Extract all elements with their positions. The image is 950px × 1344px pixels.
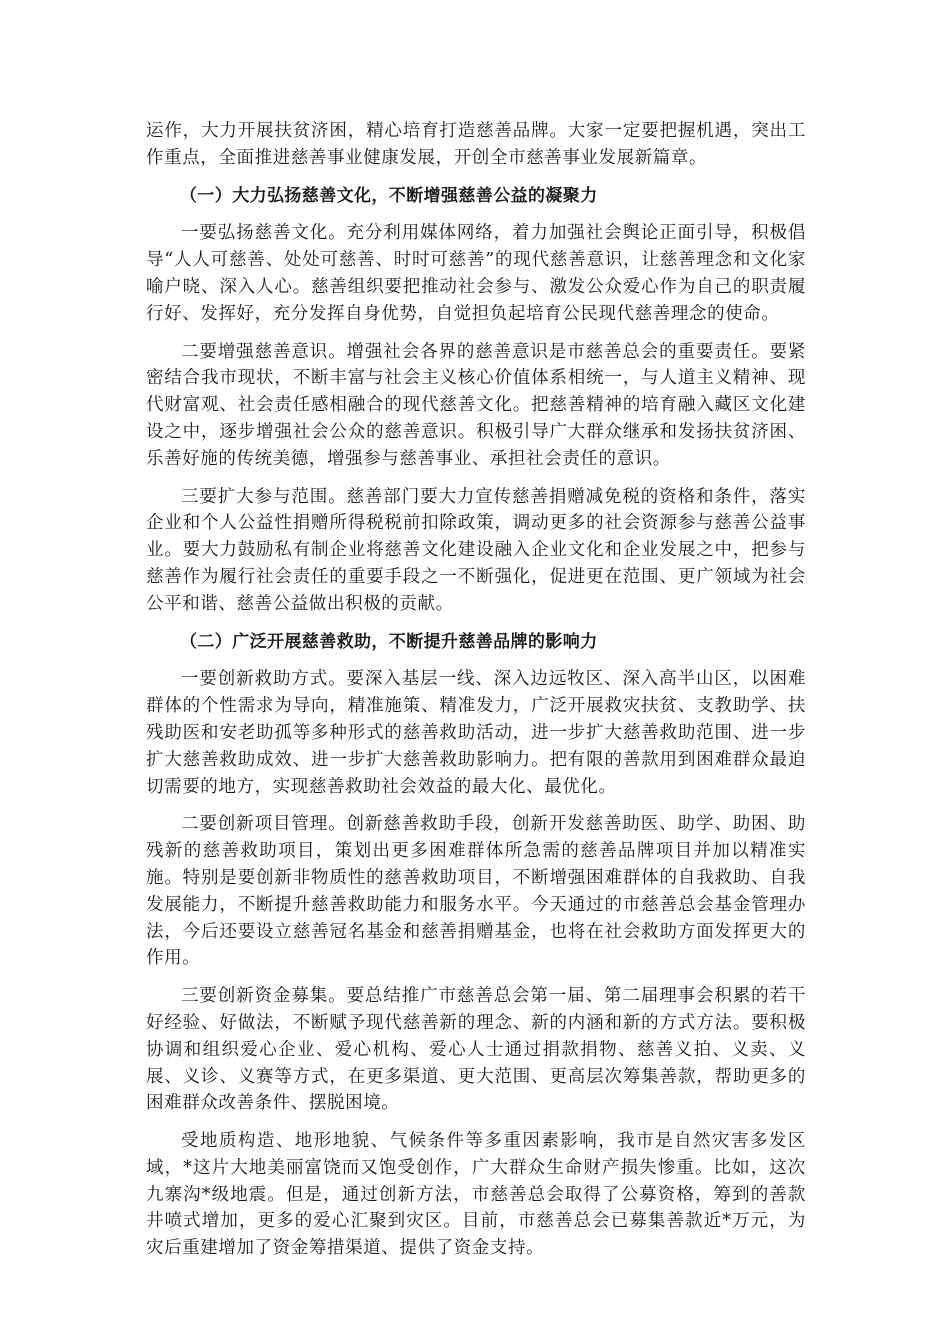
section-heading-1: （一）大力弘扬慈善文化，不断增强慈善公益的凝聚力 bbox=[180, 185, 598, 206]
paragraph-continuation: 运作，大力开展扶贫济困，精心培育打造慈善品牌。大家一定要把握机遇，突出工作重点，全面推进慈善事业健康发展，开创全市慈善事业发展新篇章。 bbox=[146, 121, 806, 168]
paragraph: 二要创新项目管理。创新慈善救助手段，创新开发慈善助医、助学、助困、助残新的慈善救助项目，策划出更多困难群体所急需的慈善品牌项目并加以精准实施。特别是要创新非物质性的慈善救助项目，不断增强困难群体的自我救助、自我发展能力，不断提升慈善救助能力和服务水平。今天通过的市慈善总会基金管理办法，今后还要设立慈善冠名基金和慈善捐赠基金，也将在社会救助方面发挥更大的作用。 bbox=[146, 814, 806, 969]
document-page bbox=[146, 118, 806, 1273]
paragraph: 二要增强慈善意识。增强社会各界的慈善意识是市慈善总会的重要责任。要紧密结合我市现状，不断丰富与社会主义核心价值体系相统一，与人道主义精神、现代财富观、社会责任感相融合的现代慈善文化。把慈善精神的培育融入藏区文化建设之中，逐步增强社会公众的慈善意识。积极引导广大群众继承和发扬扶贫济困、乐善好施的传统美德，增强参与慈善事业、承担社会责任的意识。 bbox=[146, 341, 806, 469]
paragraph: 三要扩大参与范围。慈善部门要大力宣传慈善捐赠减免税的资格和条件，落实企业和个人公益性捐赠所得税税前扣除政策，调动更多的社会资源参与慈善公益事业。要大力鼓励私有制企业将慈善文化建设融入企业文化和企业发展之中，把参与慈善作为履行社会责任的重要手段之一不断强化，促进更在范围、更广领域为社会公平和谐、慈善公益做出积极的贡献。 bbox=[146, 486, 806, 614]
paragraph: 受地质构造、地形地貌、气候条件等多重因素影响，我市是自然灾害多发区域，*这片大地美丽富饶而又饱受创作，广大群众生命财产损失惨重。比如，这次九寨沟*级地震。但是，通过创新方法，市慈善总会取得了公募资格，筹到的善款井喷式增加，更多的爱心汇聚到灾区。目前，市慈善总会已募集善款近*万元，为灾后重建增加了资金筹措渠道、提供了资金支持。 bbox=[146, 1131, 806, 1259]
paragraph: 三要创新资金募集。要总结推广市慈善总会第一届、第二届理事会积累的若干好经验、好做法，不断赋予现代慈善新的理念、新的内涵和新的方式方法。要积极协调和组织爱心企业、爱心机构、爱心人士通过捐款捐物、慈善义拍、义卖、义展、义诊、义赛等方式，在更多渠道、更大范围、更高层次筹集善款，帮助更多的困难群众改善条件、摆脱困境。 bbox=[146, 986, 806, 1114]
paragraph: 一要创新救助方式。要深入基层一线、深入边远牧区、深入高半山区，以困难群体的个性需求为导向，精准施策、精准发力，广泛开展救灾扶贫、支教助学、扶残助医和安老助孤等多种形式的慈善救助活动，进一步扩大慈善救助范围、进一步扩大慈善救助成效、进一步扩大慈善救助影响力。把有限的善款用到困难群众最迫切需要的地方，实现慈善救助社会效益的最大化、最优化。 bbox=[146, 669, 806, 797]
paragraph: 一要弘扬慈善文化。充分利用媒体网络，着力加强社会舆论正面引导，积极倡导“人人可慈善、处处可慈善、时时可慈善”的现代慈善意识，让慈善理念和文化家喻户晓、深入人心。慈善组织要把推动社会参与、激发公众爱心作为自己的职责履行好、发挥好，充分发挥自身优势，自觉担负起培育公民现代慈善理念的使命。 bbox=[146, 223, 806, 324]
section-heading-2: （二）广泛开展慈善救助，不断提升慈善品牌的影响力 bbox=[180, 631, 598, 652]
